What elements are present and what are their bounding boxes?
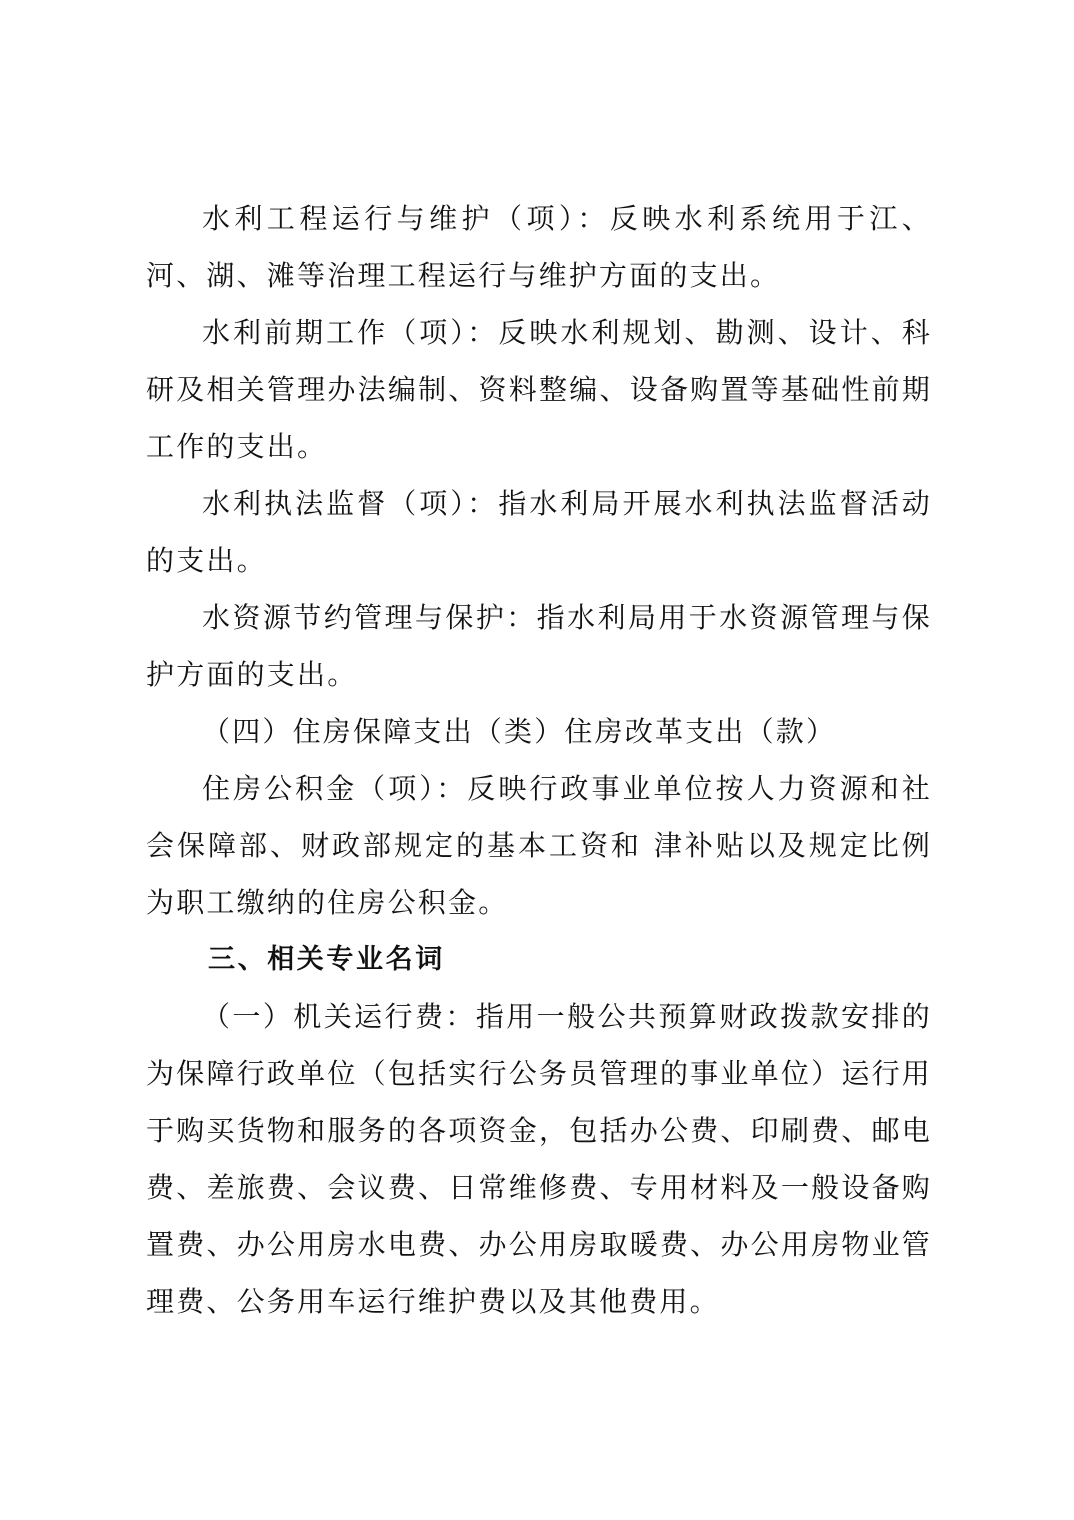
section-heading-terms: 三、相关专业名词 [208, 944, 445, 975]
paragraph-water-resource-protection: 水资源节约管理与保护：指水利局用于水资源管理与保护方面的支出。 [146, 601, 932, 691]
paragraph-water-law-enforcement: 水利执法监督（项）：指水利局开展水利执法监督活动的支出。 [146, 487, 932, 577]
paragraph-housing-provident-fund: 住房公积金（项）：反映行政事业单位按人力资源和社会保障部、财政部规定的基本工资和 津补贴以及规定比例为职工缴纳的住房公积金。 [146, 772, 932, 919]
paragraph-water-preliminary-work: 水利前期工作（项）：反映水利规划、勘测、设计、科研及相关管理办法编制、资料整编、设备购置等基础性前期工作的支出。 [146, 316, 932, 463]
paragraph-agency-operating-expenses: （一）机关运行费：指用一般公共预算财政拨款安排的为保障行政单位（包括实行公务员管理的事业单位）运行用于购买货物和服务的各项资金，包括办公费、印刷费、邮电费、差旅费、会议费、日常维修费、专用材料及一般设备购置费、办公用房水电费、办公用房取暖费、办公用房物业管理费、公务用车运行维护费以及其他费用。 [146, 1000, 932, 1318]
paragraph-water-engineering-maintenance: 水利工程运行与维护（项）：反映水利系统用于江、河、湖、滩等治理工程运行与维护方面的支出。 [146, 202, 932, 292]
document-body [146, 190, 932, 1330]
paragraph-housing-security-heading: （四）住房保障支出（类）住房改革支出（款） [202, 715, 837, 748]
